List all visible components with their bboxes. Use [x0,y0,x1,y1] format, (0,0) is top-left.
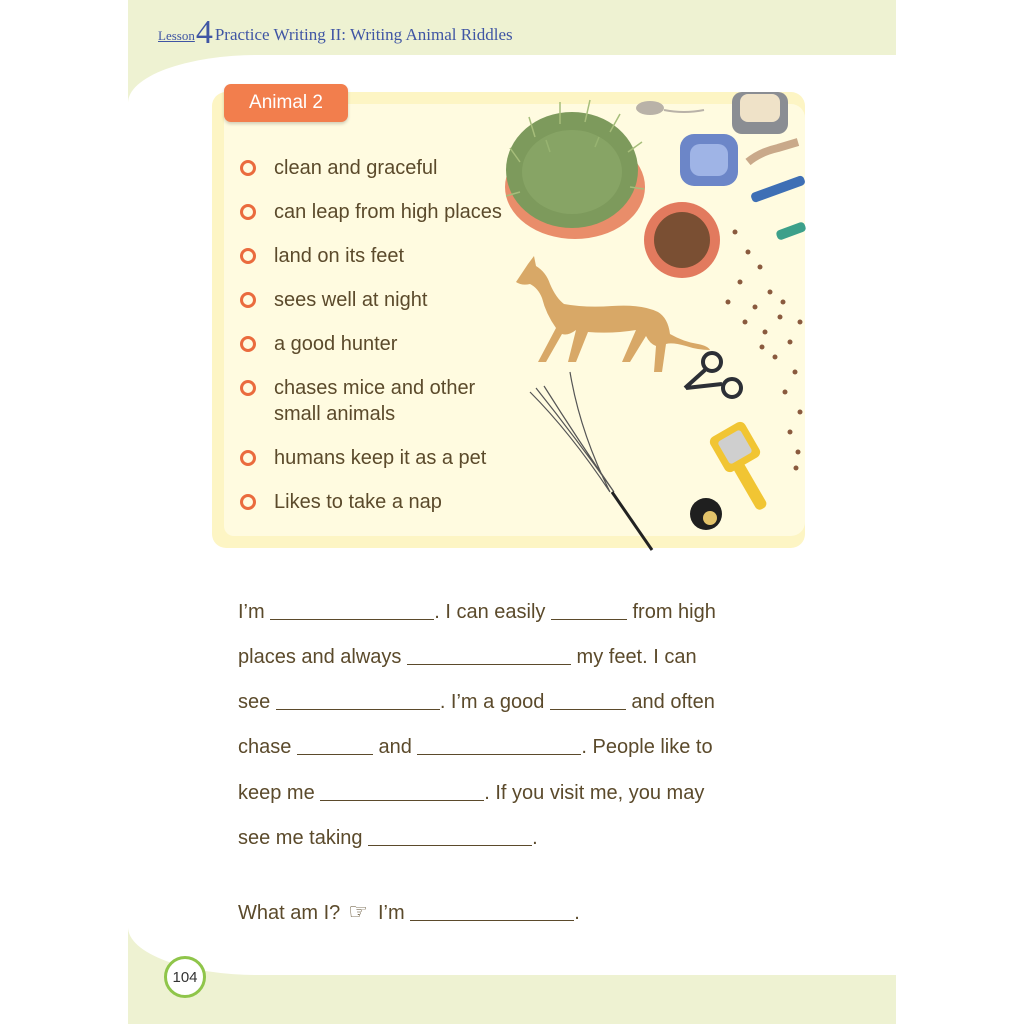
riddle-line: see me taking . [238,827,538,849]
bullet-icon [240,160,256,176]
spring-toy-icon [748,142,798,162]
riddle-line: I’m . I can easily from high [238,601,716,623]
riddle-line: chase and . People like to [238,736,713,758]
riddle-line: see . I’m a good and often [238,691,715,713]
animal-tag: Animal 2 [224,84,348,122]
list-item: land on its feet [240,243,530,269]
what-am-i-line: What am I? ☞ I’m . [238,900,580,925]
list-item: humans keep it as a pet [240,445,530,471]
answer-blank[interactable] [276,689,440,710]
page-number: 104 [164,956,206,998]
feather-wand-icon [530,372,652,550]
answer-blank[interactable] [410,900,574,921]
pointing-hand-icon: ☞ [348,900,368,925]
toy-mouse-icon [636,101,664,115]
answer-blank[interactable] [270,599,434,620]
cat-grass-icon [505,100,645,239]
bullet-icon [240,380,256,396]
cat-items-illustration [500,92,810,552]
list-item: can leap from high places [240,199,530,225]
lesson-number: 4 [195,14,213,51]
bullet-icon [240,248,256,264]
list-item: chases mice and other small animals [240,375,530,427]
riddle-line: keep me . If you visit me, you may [238,782,705,804]
bullet-icon [240,494,256,510]
answer-blank[interactable] [407,644,571,665]
answer-blank[interactable] [297,734,373,755]
lesson-title: Practice Writing II: Writing Animal Riddles [214,25,513,44]
riddle-line: places and always my feet. I can [238,646,697,668]
brush-icon [708,420,769,512]
answer-blank[interactable] [551,599,627,620]
bullet-icon [240,336,256,352]
lesson-header [158,14,513,50]
list-item: sees well at night [240,287,530,313]
bullet-icon [240,204,256,220]
answer-blank[interactable] [550,689,626,710]
list-item: clean and graceful [240,155,530,181]
list-item: a good hunter [240,331,530,357]
answer-blank[interactable] [368,825,532,846]
list-item: Likes to take a nap [240,489,530,515]
bullet-icon [240,450,256,466]
answer-blank[interactable] [417,734,581,755]
bullet-icon [240,292,256,308]
answer-blank[interactable] [320,780,484,801]
collar-icon [750,175,806,204]
lesson-word: Lesson [158,28,195,43]
nail-clipper-icon [685,353,741,397]
